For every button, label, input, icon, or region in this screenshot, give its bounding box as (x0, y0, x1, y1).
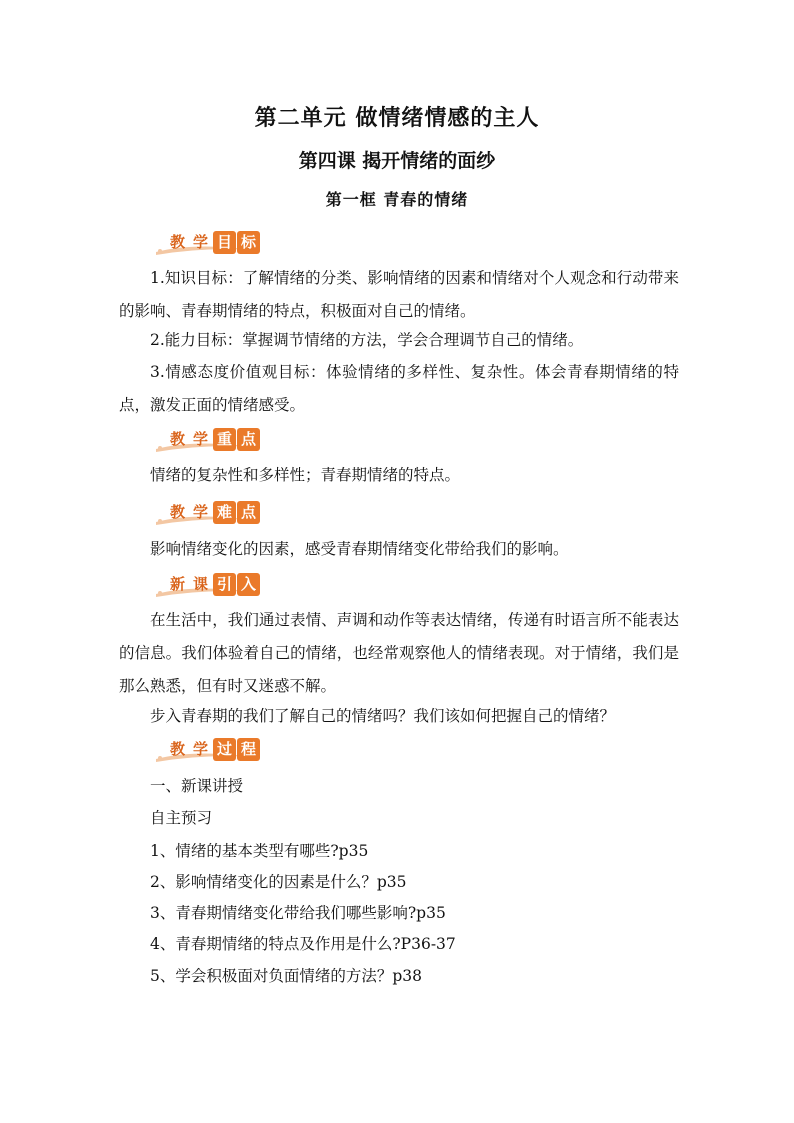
badge-char: 点 (237, 428, 260, 451)
badge-char: 教 (169, 740, 185, 758)
badge-char: 点 (237, 501, 260, 524)
difficulties-text: 影响情绪变化的因素，感受青春期情绪变化带给我们的影响。 (150, 540, 569, 558)
objective-item: 2.能力目标：掌握调节情绪的方法，学会合理调节自己的情绪。 (150, 331, 584, 349)
badge-char: 课 (192, 575, 208, 593)
badge-char: 教 (169, 233, 185, 251)
badge-char: 学 (192, 233, 208, 251)
badge-char: 教 (169, 503, 185, 521)
badge-char: 重 (213, 428, 236, 451)
objectives-badge (154, 230, 264, 256)
question-item: 4、青春期情绪的特点及作用是什么?P36-37 (150, 935, 456, 953)
frame-title: 第一框 青春的情绪 (325, 190, 469, 209)
badge-char: 学 (192, 430, 208, 448)
badge-char: 学 (192, 503, 208, 521)
badge-char: 新 (169, 575, 185, 593)
question-item: 1、情绪的基本类型有哪些?p35 (150, 842, 369, 860)
badge-char: 引 (213, 573, 236, 596)
badge-char: 程 (237, 738, 260, 761)
intro-badge (154, 572, 264, 598)
intro-paragraph: 步入青春期的我们了解自己的情绪吗？我们该如何把握自己的情绪？ (150, 707, 616, 725)
objective-item: 1.知识目标：了解情绪的分类、影响情绪的因素和情绪对个人观念和行动带来的影响、青春期情绪的特点，积极面对自己的情绪。 (119, 269, 679, 320)
key-points-text: 情绪的复杂性和多样性；青春期情绪的特点。 (150, 466, 461, 484)
question-item: 3、青春期情绪变化带给我们哪些影响?p35 (150, 904, 446, 922)
badge-char: 教 (169, 430, 185, 448)
badge-char: 难 (213, 501, 236, 524)
intro-paragraph: 在生活中，我们通过表情、声调和动作等表达情绪，传递有时语言所不能表达的信息。我们体验着自己的情绪，也经常观察他人的情绪表现。对于情绪，我们是那么熟悉，但有时又迷惑不解。 (119, 611, 679, 695)
badge-char: 标 (237, 231, 260, 254)
badge-char: 入 (237, 573, 260, 596)
process-heading: 一、新课讲授 (150, 777, 244, 795)
badge-char: 目 (213, 231, 236, 254)
objective-item: 3.情感态度价值观目标：体验情绪的多样性、复杂性。体会青春期情绪的特点，激发正面的情绪感受。 (119, 363, 679, 414)
difficulties-badge (154, 500, 264, 526)
key-points-badge (154, 427, 264, 453)
badge-char: 学 (192, 740, 208, 758)
question-item: 2、影响情绪变化的因素是什么？p35 (150, 873, 407, 891)
badge-char: 过 (213, 738, 236, 761)
lesson-title: 第四课 揭开情绪的面纱 (298, 150, 496, 172)
process-badge (154, 737, 264, 763)
process-subheading: 自主预习 (150, 809, 213, 827)
question-item: 5、学会积极面对负面情绪的方法？p38 (150, 967, 423, 985)
unit-title: 第二单元 做情绪情感的主人 (254, 106, 540, 131)
